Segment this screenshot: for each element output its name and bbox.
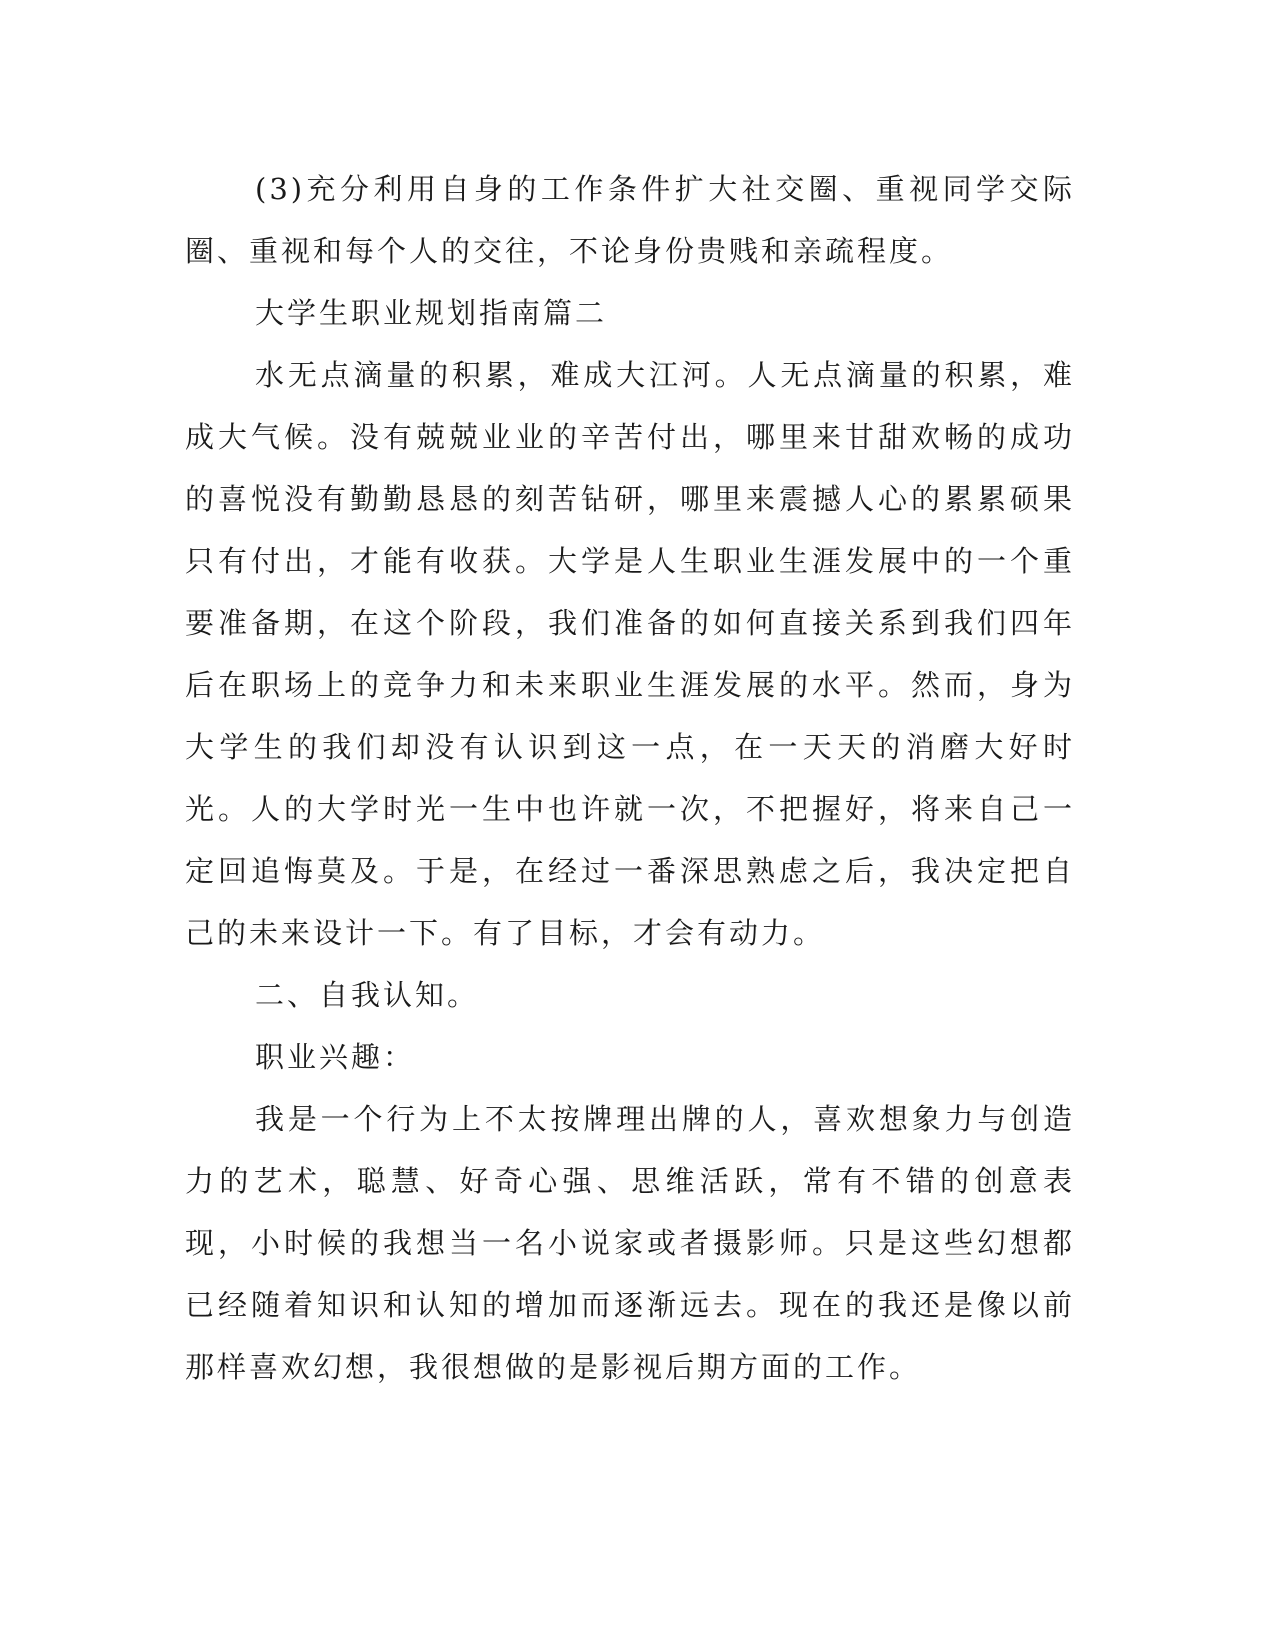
paragraph-social-circle: (3)充分利用自身的工作条件扩大社交圈、重视同学交际圈、重视和每个人的交往，不论身份贵贱和亲疏程度。 (185, 172, 1075, 268)
paragraph-career-interest: 我是一个行为上不太按牌理出牌的人，喜欢想象力与创造力的艺术，聪慧、好奇心强、思维活跃，常有不错的创意表现，小时候的我想当一名小说家或者摄影师。只是这些幻想都已经随着知识和认知的增加而逐渐远去。现在的我还是像以前那样喜欢幻想，我很想做的是影视后期方面的工作。 (185, 1102, 1075, 1384)
subheading-career-interest: 职业兴趣： (255, 1040, 416, 1074)
document-body (185, 158, 1075, 1398)
section-title-part-two: 大学生职业规划指南篇二 (255, 296, 608, 330)
section-heading-self-awareness: 二、自我认知。 (255, 978, 480, 1012)
paragraph-introduction: 水无点滴量的积累，难成大江河。人无点滴量的积累，难成大气候。没有兢兢业业的辛苦付出，哪里来甘甜欢畅的成功的喜悦没有勤勤恳恳的刻苦钻研，哪里来震撼人心的累累硕果只有付出，才能有收获。大学是人生职业生涯发展中的一个重要准备期，在这个阶段，我们准备的如何直接关系到我们四年后在职场上的竞争力和未来职业生涯发展的水平。然而，身为大学生的我们却没有认识到这一点，在一天天的消磨大好时光。人的大学时光一生中也许就一次，不把握好，将来自己一定回追悔莫及。于是，在经过一番深思熟虑之后，我决定把自己的未来设计一下。有了目标，才会有动力。 (185, 358, 1075, 950)
